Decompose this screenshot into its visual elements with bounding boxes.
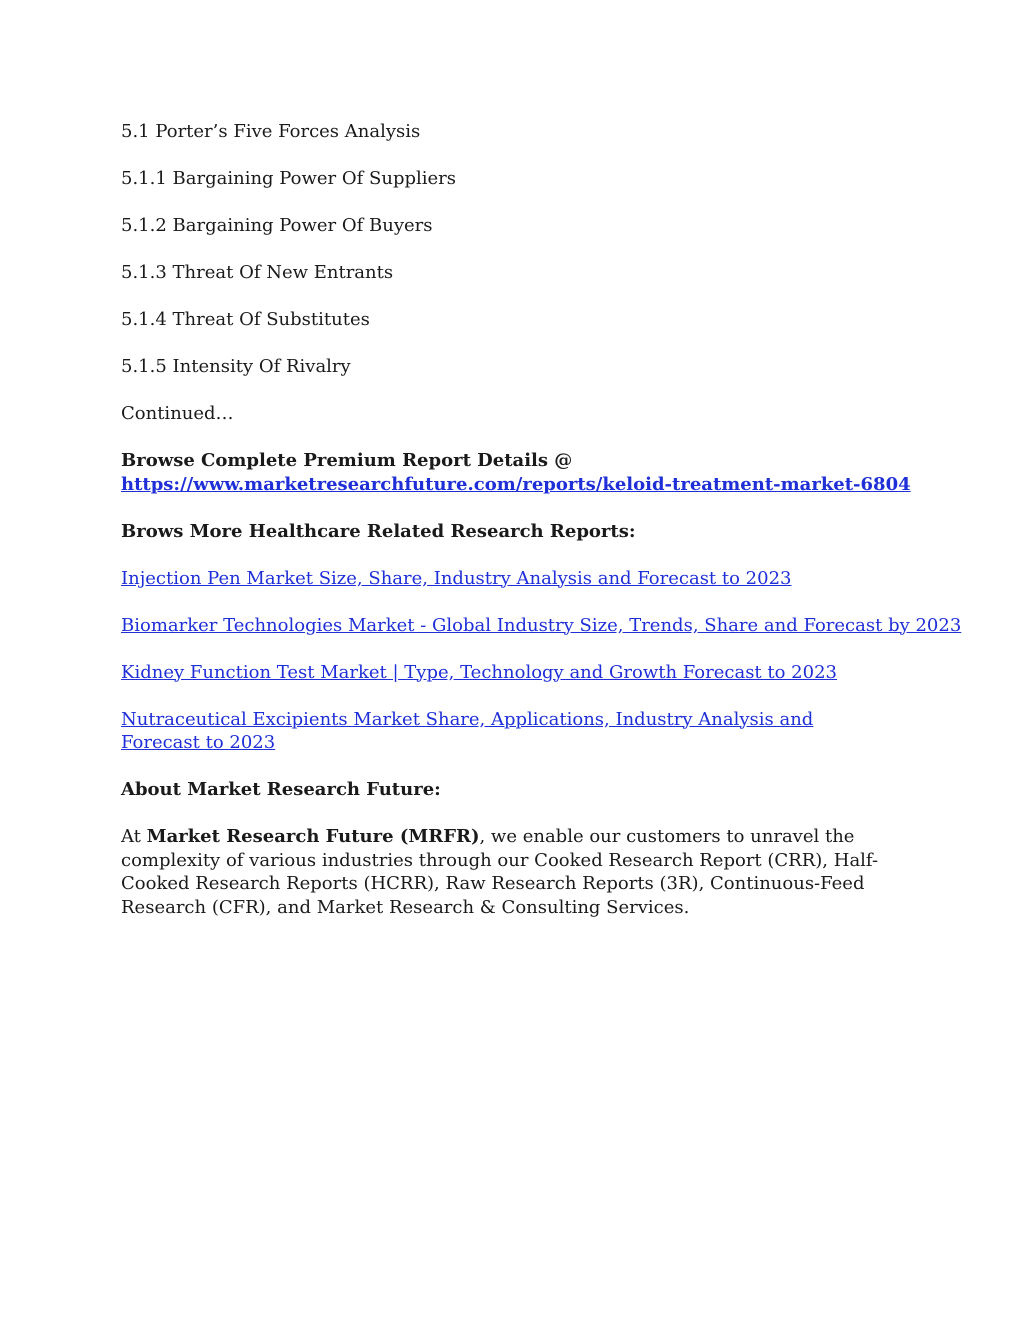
injection-pen-link[interactable]: Injection Pen Market Size, Share, Industry Analysis and Forecast to 2023 — [121, 567, 792, 589]
toc-item-suppliers: 5.1.1 Bargaining Power Of Suppliers — [121, 168, 457, 189]
toc-item-rivalry: 5.1.5 Intensity Of Rivalry — [121, 356, 351, 377]
related-reports-heading: Brows More Healthcare Related Research Reports: — [121, 520, 636, 542]
biomarker-link[interactable]: Biomarker Technologies Market - Global Industry Size, Trends, Share and Forecast by 2023 — [121, 614, 962, 636]
related-link-item — [121, 708, 866, 755]
toc-item-new-entrants: 5.1.3 Threat Of New Entrants — [121, 262, 394, 283]
related-link-item — [121, 614, 962, 638]
browse-label: Browse Complete Premium Report Details @ — [121, 450, 573, 471]
document-page — [121, 120, 962, 943]
related-link-item — [121, 567, 911, 591]
kidney-function-link[interactable]: Kidney Function Test Market | Type, Technology and Growth Forecast to 2023 — [121, 661, 837, 683]
about-heading: About Market Research Future: — [121, 779, 441, 800]
company-name: Market Research Future (MRFR) — [146, 826, 480, 847]
toc-item-five-forces: 5.1 Porter’s Five Forces Analysis — [121, 121, 421, 142]
toc-item-buyers: 5.1.2 Bargaining Power Of Buyers — [121, 215, 433, 236]
browse-section — [121, 449, 911, 496]
nutraceutical-link[interactable]: Nutraceutical Excipients Market Share, Applications, Industry Analysis and Forecast to 2023 — [121, 708, 814, 753]
about-prefix: At — [121, 826, 147, 847]
related-link-item — [121, 661, 911, 685]
toc-item-substitutes: 5.1.4 Threat Of Substitutes — [121, 309, 370, 330]
about-paragraph — [121, 825, 906, 919]
about-body: , we enable our customers to unravel the complexity of various industries through our Cooked Research Report (CRR), Half-Cooked Research Reports (HCRR), Raw Research Reports (3R), Continuous-Feed Research (CFR), and Market Research & Consulting Services. — [121, 826, 879, 918]
report-details-link[interactable]: https://www.marketresearchfuture.com/reports/keloid-treatment-market-6804 — [121, 473, 911, 495]
continued-text: Continued… — [121, 403, 234, 424]
